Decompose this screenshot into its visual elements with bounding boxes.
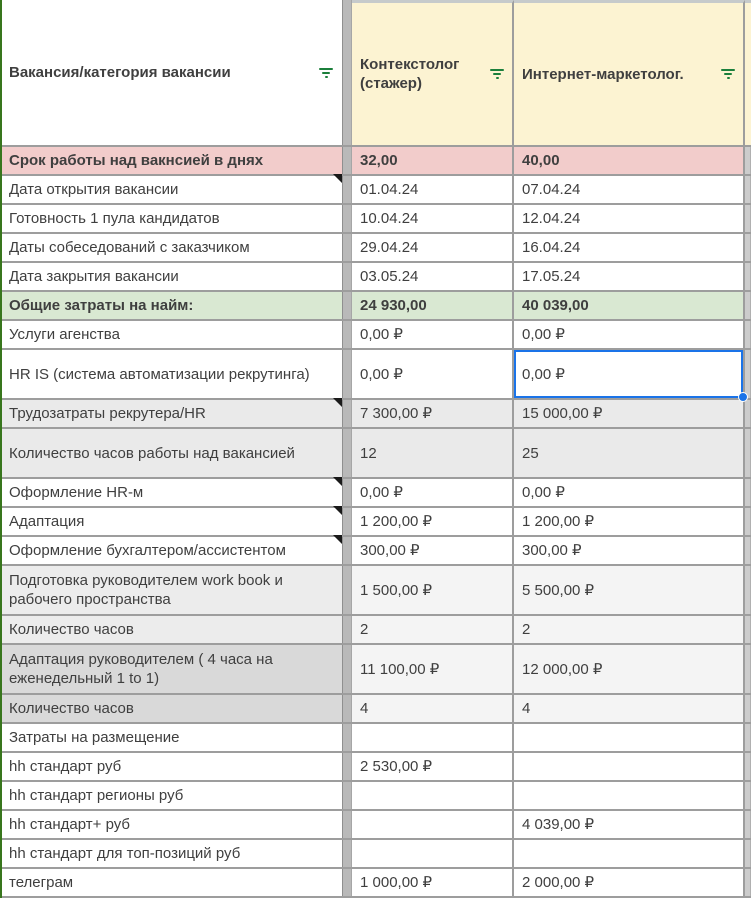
cell-marketolog-value: 4 039,00 ₽: [522, 816, 595, 833]
cell-contextolog[interactable]: [352, 176, 514, 203]
cell-marketolog[interactable]: [514, 234, 745, 261]
cell-marketolog-value: 0,00 ₽: [522, 484, 565, 501]
row-label-cell[interactable]: [2, 321, 342, 348]
frozen-pane-divider: [342, 695, 352, 722]
cell-marketolog-value: 2 000,00 ₽: [522, 874, 595, 891]
row-label: Готовность 1 пула кандидатов: [9, 210, 220, 227]
cell-contextolog-value: 10.04.24: [360, 210, 419, 227]
right-edge-strip: [745, 429, 751, 477]
row-label: hh стандарт руб: [9, 758, 122, 775]
row-label-cell[interactable]: [2, 811, 342, 838]
table-row: [2, 753, 751, 782]
frozen-pane-divider: [342, 321, 352, 348]
row-label-cell[interactable]: [2, 695, 342, 722]
right-edge-strip: [745, 508, 751, 535]
cell-marketolog[interactable]: [514, 811, 745, 838]
filter-icon[interactable]: [721, 69, 735, 79]
table-row: [2, 616, 751, 645]
cell-marketolog-value: 12.04.24: [522, 210, 581, 227]
cell-marketolog[interactable]: [514, 147, 745, 174]
cell-contextolog[interactable]: [352, 350, 514, 398]
filter-icon[interactable]: [490, 69, 504, 79]
table-row: [2, 508, 751, 537]
row-label: Трудозатраты рекрутера/HR: [9, 405, 206, 422]
row-label: Подготовка руководителем work book и рабочего пространства: [9, 572, 283, 608]
table-row: [2, 176, 751, 205]
row-label-cell[interactable]: [2, 782, 342, 809]
cell-marketolog-value: 40 039,00: [522, 297, 589, 314]
right-edge-strip: [745, 645, 751, 693]
frozen-pane-divider: [342, 263, 352, 290]
cell-contextolog[interactable]: [352, 566, 514, 614]
row-label-cell[interactable]: [2, 292, 342, 319]
table-row: [2, 400, 751, 429]
sheet-body: [2, 147, 751, 898]
row-label: телеграм: [9, 874, 74, 891]
frozen-pane-divider: [342, 616, 352, 643]
cell-contextolog-value: 7 300,00 ₽: [360, 405, 433, 422]
row-label: Адаптация: [9, 513, 85, 530]
cell-marketolog[interactable]: [514, 292, 745, 319]
cell-contextolog[interactable]: [352, 292, 514, 319]
frozen-pane-divider: [342, 840, 352, 867]
right-edge-strip: [745, 205, 751, 232]
cell-marketolog[interactable]: [514, 176, 745, 203]
cell-contextolog[interactable]: [352, 147, 514, 174]
cell-marketolog[interactable]: [514, 724, 745, 751]
column-header-vacancy-label: Вакансия/категория вакансии: [9, 64, 231, 81]
row-label: Дата открытия вакансии: [9, 181, 179, 198]
cell-contextolog-value: 300,00 ₽: [360, 542, 420, 559]
right-edge-strip: [745, 321, 751, 348]
cell-contextolog[interactable]: [352, 869, 514, 896]
cell-contextolog-value: 1 000,00 ₽: [360, 874, 433, 891]
table-row: [2, 429, 751, 479]
note-marker-icon: [333, 506, 342, 515]
column-header-contextolog-label: Контекстолог (стажер): [360, 56, 460, 92]
right-edge-strip: [745, 147, 751, 174]
cell-contextolog-value: 32,00: [360, 152, 398, 169]
cell-contextolog[interactable]: [352, 840, 514, 867]
row-label-cell[interactable]: [2, 869, 342, 896]
frozen-pane-divider: [342, 566, 352, 614]
cell-contextolog[interactable]: [352, 234, 514, 261]
cell-contextolog-value: 03.05.24: [360, 268, 419, 285]
table-row: [2, 537, 751, 566]
row-label: Услуги агенства: [9, 326, 120, 343]
table-row: [2, 645, 751, 695]
cell-contextolog-value: 24 930,00: [360, 297, 427, 314]
table-row: [2, 811, 751, 840]
right-edge-strip: [745, 724, 751, 751]
right-edge-strip: [745, 840, 751, 867]
row-label: Адаптация руководителем ( 4 часа на еженедельный 1 to 1): [9, 651, 273, 687]
table-row: [2, 350, 751, 400]
cell-marketolog-value: 25: [522, 444, 539, 462]
row-label: HR IS (система автоматизации рекрутинга): [9, 365, 310, 383]
cell-marketolog[interactable]: [514, 645, 745, 693]
cell-contextolog-value: 2: [360, 621, 369, 638]
cell-marketolog[interactable]: [514, 869, 745, 896]
right-edge-strip: [745, 176, 751, 203]
cell-marketolog-value: 5 500,00 ₽: [522, 581, 595, 599]
right-edge-strip: [745, 263, 751, 290]
cell-contextolog-value: 2 530,00 ₽: [360, 758, 433, 775]
row-label-cell[interactable]: [2, 753, 342, 780]
cell-contextolog[interactable]: [352, 753, 514, 780]
row-label: Дата закрытия вакансии: [9, 268, 179, 285]
cell-marketolog[interactable]: [514, 321, 745, 348]
right-edge-strip: [745, 869, 751, 896]
row-label: Общие затраты на найм:: [9, 297, 194, 314]
cell-contextolog[interactable]: [352, 429, 514, 477]
cell-marketolog-value: 12 000,00 ₽: [522, 660, 603, 678]
table-row: [2, 234, 751, 263]
row-label: Количество часов: [9, 621, 134, 638]
cell-contextolog-value: 01.04.24: [360, 181, 419, 198]
frozen-pane-divider: [342, 645, 352, 693]
table-row: [2, 263, 751, 292]
cell-marketolog[interactable]: [514, 508, 745, 535]
row-label: Затраты на размещение: [9, 729, 180, 746]
right-edge-strip: [745, 0, 751, 145]
table-row: [2, 840, 751, 869]
right-edge-strip: [745, 811, 751, 838]
cell-contextolog[interactable]: [352, 616, 514, 643]
row-label-cell[interactable]: [2, 724, 342, 751]
frozen-pane-divider: [342, 753, 352, 780]
row-label: Количество часов работы над вакансией: [9, 444, 295, 462]
cell-marketolog[interactable]: [514, 263, 745, 290]
cell-marketolog[interactable]: [514, 840, 745, 867]
right-edge-strip: [745, 616, 751, 643]
row-label-cell[interactable]: [2, 400, 342, 427]
frozen-pane-divider: [342, 176, 352, 203]
table-row: [2, 147, 751, 176]
frozen-pane-divider: [342, 205, 352, 232]
frozen-pane-divider: [342, 479, 352, 506]
row-label: hh стандарт для топ-позиций руб: [9, 845, 241, 862]
cell-marketolog-value: 0,00 ₽: [522, 326, 565, 343]
cell-marketolog[interactable]: [514, 429, 745, 477]
note-marker-icon: [333, 174, 342, 183]
row-label-cell[interactable]: [2, 645, 342, 693]
row-label-cell[interactable]: [2, 479, 342, 506]
frozen-pane-divider: [342, 292, 352, 319]
right-edge-strip: [745, 400, 751, 427]
cell-marketolog-value: 16.04.24: [522, 239, 581, 256]
table-row: [2, 566, 751, 616]
cell-contextolog[interactable]: [352, 321, 514, 348]
cell-contextolog-value: 0,00 ₽: [360, 365, 403, 383]
table-row: [2, 782, 751, 811]
cell-marketolog[interactable]: [514, 537, 745, 564]
right-edge-strip: [745, 782, 751, 809]
column-header-marketolog[interactable]: [514, 0, 745, 145]
row-label: Оформление HR-м: [9, 484, 144, 501]
row-label: Даты собеседований с заказчиком: [9, 239, 250, 256]
cell-contextolog[interactable]: [352, 205, 514, 232]
frozen-pane-divider: [342, 782, 352, 809]
cell-contextolog-value: 4: [360, 700, 369, 717]
table-row: [2, 205, 751, 234]
cell-contextolog[interactable]: [352, 263, 514, 290]
frozen-pane-divider: [342, 429, 352, 477]
row-label-cell[interactable]: [2, 840, 342, 867]
cell-marketolog-value: 40,00: [522, 152, 560, 169]
table-row: [2, 479, 751, 508]
cell-contextolog[interactable]: [352, 811, 514, 838]
table-row: [2, 869, 751, 898]
frozen-pane-divider: [342, 400, 352, 427]
row-label-cell[interactable]: [2, 350, 342, 398]
frozen-pane-divider: [342, 0, 352, 145]
column-header-vacancy[interactable]: [2, 0, 342, 145]
row-label-cell[interactable]: [2, 147, 342, 174]
cell-marketolog[interactable]: [514, 400, 745, 427]
right-edge-strip: [745, 537, 751, 564]
row-label-cell[interactable]: [2, 537, 342, 564]
cell-contextolog-value: 0,00 ₽: [360, 326, 403, 343]
cell-contextolog-value: 0,00 ₽: [360, 484, 403, 501]
cell-contextolog-value: 1 500,00 ₽: [360, 581, 433, 599]
table-row: [2, 321, 751, 350]
cell-contextolog[interactable]: [352, 537, 514, 564]
cell-contextolog-value: 29.04.24: [360, 239, 419, 256]
cell-contextolog[interactable]: [352, 400, 514, 427]
row-label-cell[interactable]: [2, 263, 342, 290]
row-label: Количество часов: [9, 700, 134, 717]
row-label: Срок работы над вакнсией в днях: [9, 152, 264, 169]
cell-contextolog-value: 11 100,00 ₽: [360, 660, 440, 678]
frozen-pane-divider: [342, 537, 352, 564]
cell-marketolog[interactable]: [514, 782, 745, 809]
table-row: [2, 292, 751, 321]
right-edge-strip: [745, 753, 751, 780]
row-label: hh стандарт регионы руб: [9, 787, 184, 804]
filter-icon[interactable]: [319, 68, 333, 78]
cell-marketolog-value: 07.04.24: [522, 181, 581, 198]
note-marker-icon: [333, 535, 342, 544]
cell-contextolog-value: 12: [360, 444, 377, 462]
cell-marketolog-value: 17.05.24: [522, 268, 581, 285]
column-header-contextolog[interactable]: [352, 0, 514, 145]
fill-handle[interactable]: [738, 392, 748, 402]
right-edge-strip: [745, 292, 751, 319]
row-label-cell[interactable]: [2, 176, 342, 203]
right-edge-strip: [745, 695, 751, 722]
frozen-pane-divider: [342, 350, 352, 398]
cell-marketolog[interactable]: [514, 753, 745, 780]
cell-contextolog[interactable]: [352, 645, 514, 693]
note-marker-icon: [333, 477, 342, 486]
cell-marketolog[interactable]: [514, 479, 745, 506]
row-label-cell[interactable]: [2, 429, 342, 477]
cell-marketolog-value: 0,00 ₽: [522, 365, 565, 383]
cell-contextolog[interactable]: [352, 695, 514, 722]
header-row: [2, 0, 751, 147]
cell-marketolog[interactable]: [514, 205, 745, 232]
cell-marketolog-value: 4: [522, 700, 531, 717]
column-header-marketolog-label: Интернет-маркетолог.: [522, 65, 684, 83]
table-row: [2, 724, 751, 753]
right-edge-strip: [745, 479, 751, 506]
frozen-pane-divider: [342, 147, 352, 174]
row-label-cell[interactable]: [2, 205, 342, 232]
cell-marketolog[interactable]: [514, 566, 745, 614]
frozen-pane-divider: [342, 508, 352, 535]
note-marker-icon: [333, 398, 342, 407]
cell-marketolog[interactable]: [514, 350, 745, 398]
cell-contextolog[interactable]: [352, 724, 514, 751]
cell-contextolog[interactable]: [352, 782, 514, 809]
cell-contextolog[interactable]: [352, 508, 514, 535]
cell-marketolog-value: 1 200,00 ₽: [522, 513, 595, 530]
frozen-pane-divider: [342, 811, 352, 838]
row-label: Оформление бухгалтером/ассистентом: [9, 542, 286, 559]
frozen-pane-divider: [342, 869, 352, 896]
row-label: hh стандарт+ руб: [9, 816, 131, 833]
frozen-pane-divider: [342, 234, 352, 261]
cell-contextolog-value: 1 200,00 ₽: [360, 513, 433, 530]
frozen-pane-divider: [342, 724, 352, 751]
right-edge-strip: [745, 566, 751, 614]
row-label-cell[interactable]: [2, 566, 342, 614]
right-edge-strip: [745, 350, 751, 398]
row-label-cell[interactable]: [2, 508, 342, 535]
cell-marketolog-value: 300,00 ₽: [522, 542, 582, 559]
row-label-cell[interactable]: [2, 616, 342, 643]
table-row: [2, 695, 751, 724]
cell-marketolog[interactable]: [514, 616, 745, 643]
cell-marketolog-value: 2: [522, 621, 531, 638]
cell-contextolog[interactable]: [352, 479, 514, 506]
cell-marketolog[interactable]: [514, 695, 745, 722]
right-edge-strip: [745, 234, 751, 261]
cell-marketolog-value: 15 000,00 ₽: [522, 405, 603, 422]
row-label-cell[interactable]: [2, 234, 342, 261]
